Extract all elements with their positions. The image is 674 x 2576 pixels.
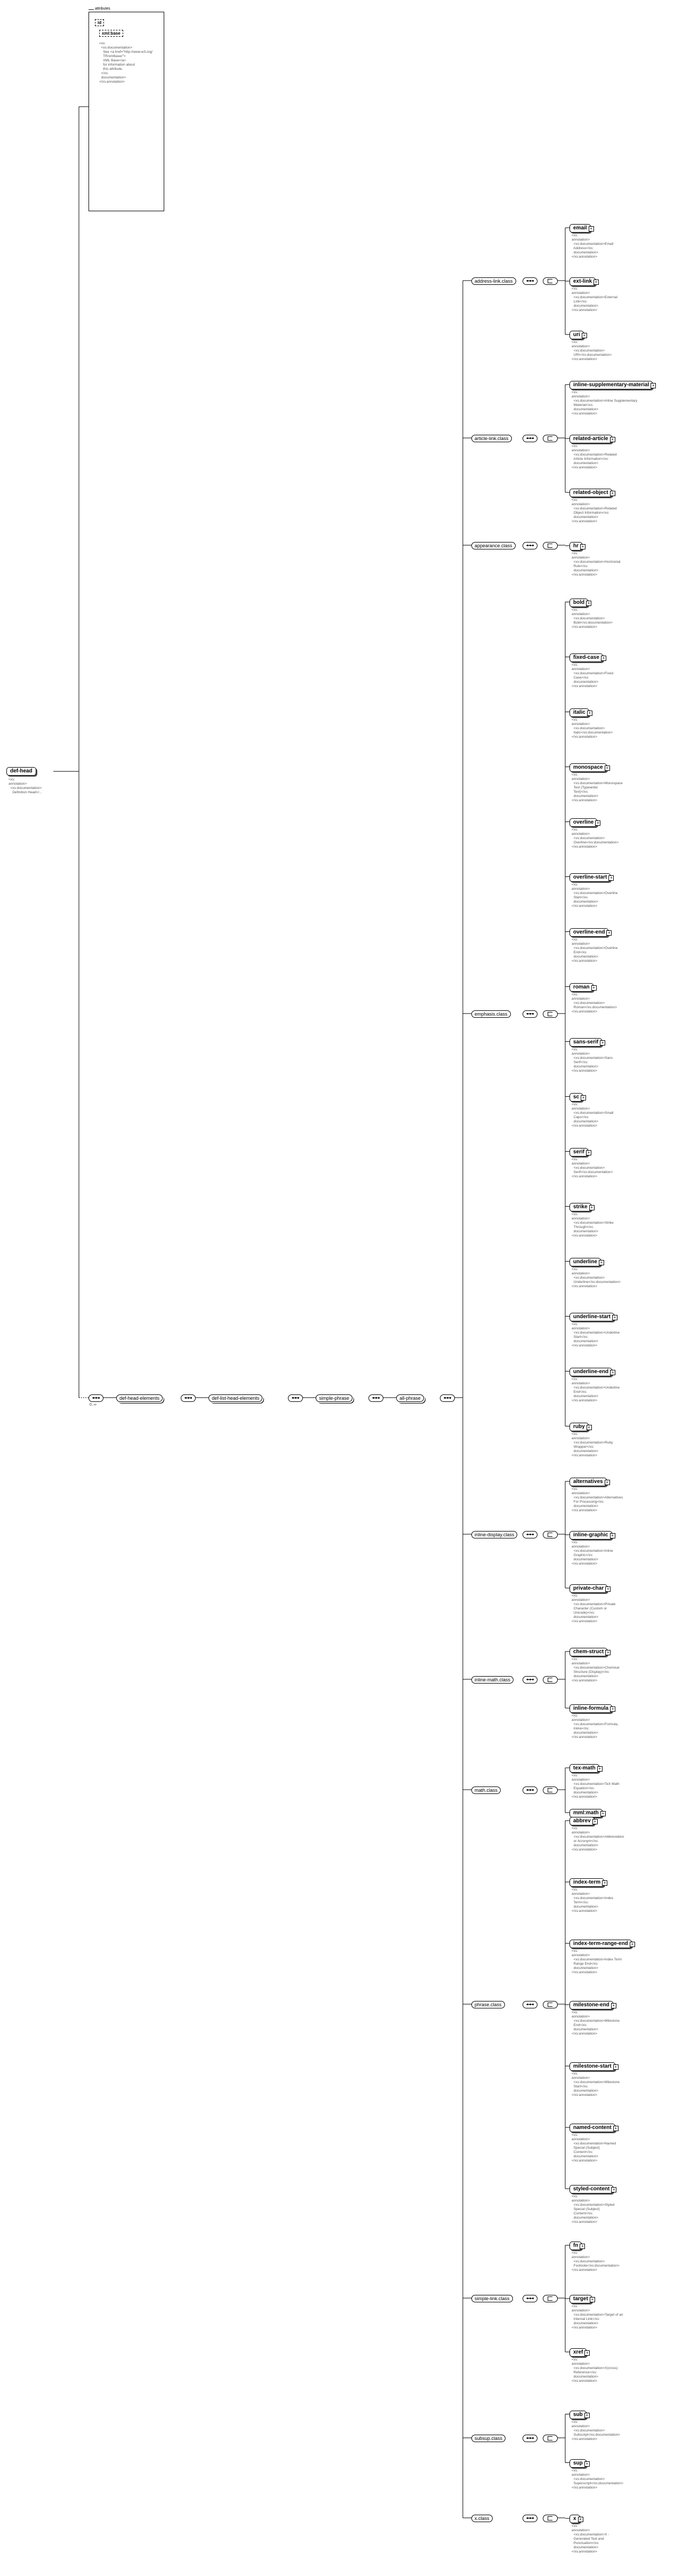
annotation-milestone-end: <xs: annotation> <xs:documentation>Milestone End</xs: documentation> </xs:annotation>: [572, 2011, 620, 2036]
element-milestone-start: milestone-start +: [569, 2062, 615, 2071]
choice-compositor: [543, 1531, 558, 1538]
annotation-attr-xml-base: <xs: <xs:documentation> See <a href="http://www.w3.org/ TR/xmlbase/"> XML Base</a> for information about this attribute. </xs: documentation> </xs:annotation>: [99, 42, 153, 84]
element-roman: roman +: [569, 983, 593, 992]
expand-icon[interactable]: +: [595, 820, 600, 826]
annotation-roman: <xs: annotation> <xs:documentation> Roman</xs:documentation> </xs:annotation>: [572, 992, 617, 1014]
annotation-bold: <xs: annotation> <xs:documentation> Bold</xs:documentation> </xs:annotation>: [572, 608, 613, 629]
expand-icon[interactable]: +: [610, 1370, 615, 1375]
group-def-head-elements: def-head-elements: [116, 1394, 163, 1402]
annotation-private-char: <xs: annotation> <xs:documentation>Private Character (Custom or Unicode)</xs: documentation> </xs:annotation>: [572, 1594, 616, 1623]
occurrence: 0..∞: [90, 1403, 97, 1407]
group-simple-link.class: simple-link.class: [471, 2295, 513, 2302]
sequence-compositor: [523, 1531, 537, 1538]
sequence-compositor: [523, 2515, 537, 2522]
sequence-compositor: [523, 542, 537, 549]
expand-icon[interactable]: +: [591, 985, 597, 991]
sequence-compositor: [181, 1394, 196, 1402]
element-def-head: def-head: [6, 767, 36, 776]
sequence-compositor: [523, 2435, 537, 2442]
element-styled-content: styled-content +: [569, 2185, 613, 2194]
expand-icon[interactable]: +: [589, 226, 594, 232]
annotation-styled-content: <xs: annotation> <xs:documentation>Styled Special (Subject) Content</xs: documentation> </xs:annotation>: [572, 2195, 615, 2224]
sequence-compositor: [440, 1394, 455, 1402]
expand-icon[interactable]: +: [600, 1811, 606, 1816]
expand-icon[interactable]: +: [601, 656, 606, 661]
element-inline-supplementary-material: inline-supplementary-material +: [569, 381, 653, 389]
element-inline-graphic: inline-graphic +: [569, 1531, 612, 1540]
choice-compositor: [543, 277, 558, 285]
annotation-index-term: <xs: annotation> <xs:documentation>Index Term</xs: documentation> </xs:annotation>: [572, 1888, 614, 1913]
element-inline-formula: inline-formula +: [569, 1704, 612, 1713]
annotation-named-content: <xs: annotation> <xs:documentation>Named Special (Subject) Content</xs: documentation> </xs:annotation>: [572, 2133, 616, 2163]
annotation-sans-serif: <xs: annotation> <xs:documentation>Sans Serif</xs: documentation> </xs:annotation>: [572, 1047, 613, 1073]
sequence-compositor: [523, 2001, 537, 2008]
element-related-article: related-article +: [569, 435, 612, 443]
attributes-title: attributes: [95, 7, 110, 11]
expand-icon[interactable]: +: [584, 2350, 590, 2356]
choice-compositor: [543, 1010, 558, 1018]
annotation-underline-end: <xs: annotation> <xs:documentation>Underline End</xs: documentation> </xs:annotation>: [572, 1377, 620, 1402]
expand-icon[interactable]: +: [630, 1942, 635, 1947]
annotation-abbrev: <xs: annotation> <xs:documentation>Abbreviation or Acronym</xs: documentation> </xs:annotation>: [572, 1827, 624, 1852]
expand-icon[interactable]: +: [586, 601, 591, 606]
annotation-underline-start: <xs: annotation> <xs:documentation>Underline Start</xs: documentation> </xs:annotation>: [572, 1322, 620, 1347]
element-index-term: index-term +: [569, 1878, 604, 1887]
annotation-hr: <xs: annotation> <xs:documentation>Horizontal Rule</xs: documentation> </xs:annotation>: [572, 552, 621, 577]
element-fixed-case: fixed-case +: [569, 653, 603, 662]
annotation-overline: <xs: annotation> <xs:documentation> Overline</xs:documentation> </xs:annotation>: [572, 827, 619, 849]
annotation-related-article: <xs: annotation> <xs:documentation>Related Article Information</xs: documentation> </xs:annotation>: [572, 444, 617, 469]
group-inline-display.class: inline-display.class: [471, 1531, 517, 1538]
choice-compositor: [543, 2515, 558, 2522]
group-article-link.class: article-link.class: [471, 435, 512, 442]
attribute-xml-base: xml:base: [99, 30, 123, 37]
expand-icon[interactable]: +: [608, 875, 614, 881]
element-target: target +: [569, 2295, 592, 2303]
sequence-compositor: [523, 1010, 537, 1018]
group-all-phrase: all-phrase: [396, 1394, 424, 1402]
group-address-link.class: address-link.class: [471, 277, 516, 285]
element-underline-end: underline-end +: [569, 1368, 612, 1376]
annotation-underline: <xs: annotation> <xs:documentation> Underline</xs:documentation> </xs:annotation>: [572, 1267, 621, 1288]
annotation-x: <xs: annotation> <xs:documentation>X - Generated Text and Punctuation</xs: documentation> </xs:annotation>: [572, 2524, 609, 2554]
element-chem-struct: chem-struct +: [569, 1648, 607, 1656]
element-bold: bold +: [569, 599, 588, 607]
expand-icon[interactable]: +: [610, 1533, 615, 1538]
group-math.class: math.class: [471, 1787, 501, 1794]
element-underline-start: underline-start +: [569, 1313, 614, 1321]
element-overline-end: overline-end +: [569, 928, 608, 937]
expand-icon[interactable]: +: [599, 1260, 604, 1265]
group-appearance.class: appearance.class: [471, 542, 516, 549]
annotation-uri: <xs: annotation> <xs:documentation> URI</xs:documentation> </xs:annotation>: [572, 340, 612, 361]
expand-icon[interactable]: +: [590, 2297, 595, 2302]
choice-compositor: [543, 2435, 558, 2442]
expand-icon[interactable]: +: [605, 1650, 611, 1655]
sequence-compositor: [523, 2295, 537, 2302]
expand-icon[interactable]: +: [580, 2244, 585, 2249]
annotation-tex-math: <xs: annotation> <xs:documentation>TeX Math Equation</xs: documentation> </xs:annotation>: [572, 1774, 620, 1799]
element-abbrev: abbrev +: [569, 1817, 595, 1825]
sequence-compositor: [89, 1394, 103, 1402]
element-ext-link: ext-link +: [569, 277, 596, 286]
element-named-content: named-content +: [569, 2124, 615, 2132]
element-monospace: monospace +: [569, 763, 607, 772]
expand-icon[interactable]: +: [592, 1819, 598, 1824]
annotation-overline-start: <xs: annotation> <xs:documentation>Overline Start</xs: documentation> </xs:annotation>: [572, 882, 618, 908]
element-underline: underline +: [569, 1258, 601, 1266]
annotation-target: <xs: annotation> <xs:documentation>Target of an Internal Link</xs: documentation> </xs:annotation>: [572, 2304, 623, 2330]
group-def-list-head-elements: def-list-head-elements: [208, 1394, 262, 1402]
annotation-alternatives: <xs: annotation> <xs:documentation>Alternatives For Processing</xs: documentation> </xs:annotation>: [572, 1487, 623, 1512]
group-phrase.class: phrase.class: [471, 2001, 505, 2008]
element-ruby: ruby +: [569, 1423, 589, 1431]
expand-icon[interactable]: +: [606, 930, 612, 936]
expand-icon[interactable]: +: [651, 383, 656, 388]
expand-icon[interactable]: +: [613, 2064, 619, 2070]
group-emphasis.class: emphasis.class: [471, 1010, 511, 1018]
annotation-sub: <xs: annotation> <xs:documentation> Subscript</xs:documentation> </xs:annotation>: [572, 2420, 621, 2441]
annotation-serif: <xs: annotation> <xs:documentation> Serif</xs:documentation> </xs:annotation>: [572, 1157, 613, 1178]
expand-icon[interactable]: +: [600, 1040, 605, 1046]
element-uri: uri +: [569, 331, 584, 339]
element-sans-serif: sans-serif +: [569, 1038, 602, 1047]
expand-icon[interactable]: +: [610, 437, 615, 442]
expand-icon[interactable]: +: [584, 2413, 590, 2418]
element-fn: fn +: [569, 2242, 582, 2250]
element-tex-math: tex-math +: [569, 1764, 599, 1773]
annotation-xref: <xs: annotation> <xs:documentation>X(cross) Reference</xs: documentation> </xs:annotation>: [572, 2358, 618, 2383]
annotation-index-term-range-end: <xs: annotation> <xs:documentation>Index Term Range End</xs: documentation> </xs:annotation>: [572, 1949, 622, 1974]
sequence-compositor: [368, 1394, 383, 1402]
annotation-ext-link: <xs: annotation> <xs:documentation>External Link</xs: documentation> </xs:annotation>: [572, 287, 617, 312]
element-x: x +: [569, 2515, 580, 2523]
expand-icon[interactable]: +: [610, 1706, 615, 1712]
sequence-compositor: [523, 1787, 537, 1794]
annotation-email: <xs: annotation> <xs:documentation>Email Address</xs: documentation> </xs:annotation>: [572, 234, 614, 259]
element-strike: strike +: [569, 1203, 591, 1211]
annotation-chem-struct: <xs: annotation> <xs:documentation>Chemical Structure (Display)</xs: documentation> </xs:annotation>: [572, 1657, 620, 1682]
expand-icon[interactable]: +: [587, 1425, 592, 1430]
element-xref: xref +: [569, 2348, 587, 2357]
expand-icon[interactable]: +: [612, 1315, 617, 1320]
expand-icon[interactable]: +: [611, 2187, 616, 2192]
expand-icon[interactable]: +: [597, 1766, 603, 1772]
choice-compositor: [543, 2295, 558, 2302]
expand-icon[interactable]: +: [605, 1586, 611, 1592]
sequence-compositor: [523, 277, 537, 285]
element-sup: sup +: [569, 2459, 587, 2468]
attribute-id: id: [95, 19, 104, 26]
annotation-fixed-case: <xs: annotation> <xs:documentation>Fixed Case</xs: documentation> </xs:annotation>: [572, 663, 614, 688]
annotation-related-object: <xs: annotation> <xs:documentation>Related Object Information</xs: documentation> </xs:annotation>: [572, 498, 617, 523]
annotation-ruby: <xs: annotation> <xs:documentation>Ruby Wrapper</xs: documentation> </xs:annotation>: [572, 1432, 613, 1457]
choice-compositor: [543, 435, 558, 442]
choice-compositor: [543, 1787, 558, 1794]
element-hr: hr +: [569, 542, 582, 551]
expand-icon[interactable]: +: [589, 1205, 595, 1210]
element-sub: sub +: [569, 2411, 587, 2419]
element-serif: serif +: [569, 1148, 588, 1157]
expand-icon[interactable]: +: [587, 711, 592, 716]
element-private-char: private-char +: [569, 1584, 607, 1593]
element-related-object: related-object +: [569, 489, 612, 497]
sequence-compositor: [523, 1676, 537, 1684]
element-milestone-end: milestone-end +: [569, 2001, 613, 2009]
expand-icon[interactable]: +: [578, 2517, 583, 2522]
sequence-compositor: [523, 435, 537, 442]
annotation-inline-formula: <xs: annotation> <xs:documentation>Formula, Inline</xs: documentation> </xs:annotation>: [572, 1714, 619, 1739]
element-index-term-range-end: index-term-range-end +: [569, 1940, 632, 1948]
element-italic: italic +: [569, 708, 589, 717]
annotation-milestone-start: <xs: annotation> <xs:documentation>Milestone Start</xs: documentation> </xs:annotation>: [572, 2072, 620, 2097]
sequence-compositor: [288, 1394, 303, 1402]
choice-compositor: [543, 1676, 558, 1684]
expand-icon[interactable]: +: [613, 2126, 619, 2131]
group-inline-math.class: inline-math.class: [471, 1676, 513, 1684]
choice-compositor: [543, 2001, 558, 2008]
annotation-italic: <xs: annotation> <xs:documentation> Italic</xs:documentation> </xs:annotation>: [572, 717, 613, 739]
expand-icon[interactable]: +: [593, 280, 599, 285]
annotation-sup: <xs: annotation> <xs:documentation> Superscript</xs:documentation> </xs:annotation>: [572, 2468, 623, 2490]
annotation-monospace: <xs: annotation> <xs:documentation>Monospace Text (Typewriter Text)</xs: documentation> </xs:annotation>: [572, 772, 623, 802]
expand-icon[interactable]: +: [610, 491, 615, 496]
expand-icon[interactable]: +: [605, 1480, 610, 1485]
group-simple-phrase: simple-phrase: [316, 1394, 352, 1402]
annotation-fn: <xs: annotation> <xs:documentation> Footnote</xs:documentation> </xs:annotation>: [572, 2251, 620, 2272]
expand-icon[interactable]: +: [582, 333, 587, 338]
element-mml-math: mml:math +: [569, 1809, 603, 1817]
annotation-inline-graphic: <xs: annotation> <xs:documentation>Inline Graphic</xs: documentation> </xs:annotation>: [572, 1541, 613, 1566]
annotation-def-head: <xs: annotation> <xs:documentation> Definition Head</...: [9, 778, 42, 794]
element-overline: overline +: [569, 818, 597, 827]
element-alternatives: alternatives +: [569, 1478, 607, 1486]
element-email: email +: [569, 224, 591, 233]
expand-icon[interactable]: +: [605, 765, 610, 771]
expand-icon[interactable]: +: [611, 2003, 616, 2008]
expand-icon[interactable]: +: [584, 2461, 590, 2467]
expand-icon[interactable]: +: [586, 1150, 591, 1155]
expand-icon[interactable]: +: [581, 1095, 586, 1100]
expand-icon[interactable]: +: [602, 1880, 607, 1886]
annotation-sc: <xs: annotation> <xs:documentation>Small Caps</xs: documentation> </xs:annotation>: [572, 1102, 614, 1128]
annotation-inline-supplementary-material: <xs: annotation> <xs:documentation>Inline Supplementary Material</xs: documentation> </xs:annotation>: [572, 390, 638, 416]
expand-icon[interactable]: +: [580, 544, 585, 549]
element-sc: sc +: [569, 1093, 583, 1102]
annotation-strike: <xs: annotation> <xs:documentation>Strike Through</xs: documentation> </xs:annotation>: [572, 1212, 614, 1238]
choice-compositor: [543, 542, 558, 549]
element-overline-start: overline-start +: [569, 873, 611, 882]
annotation-overline-end: <xs: annotation> <xs:documentation>Overline End</xs: documentation> </xs:annotation>: [572, 937, 618, 963]
group-x.class: x.class: [471, 2515, 493, 2522]
group-subsup.class: subsup.class: [471, 2435, 505, 2442]
